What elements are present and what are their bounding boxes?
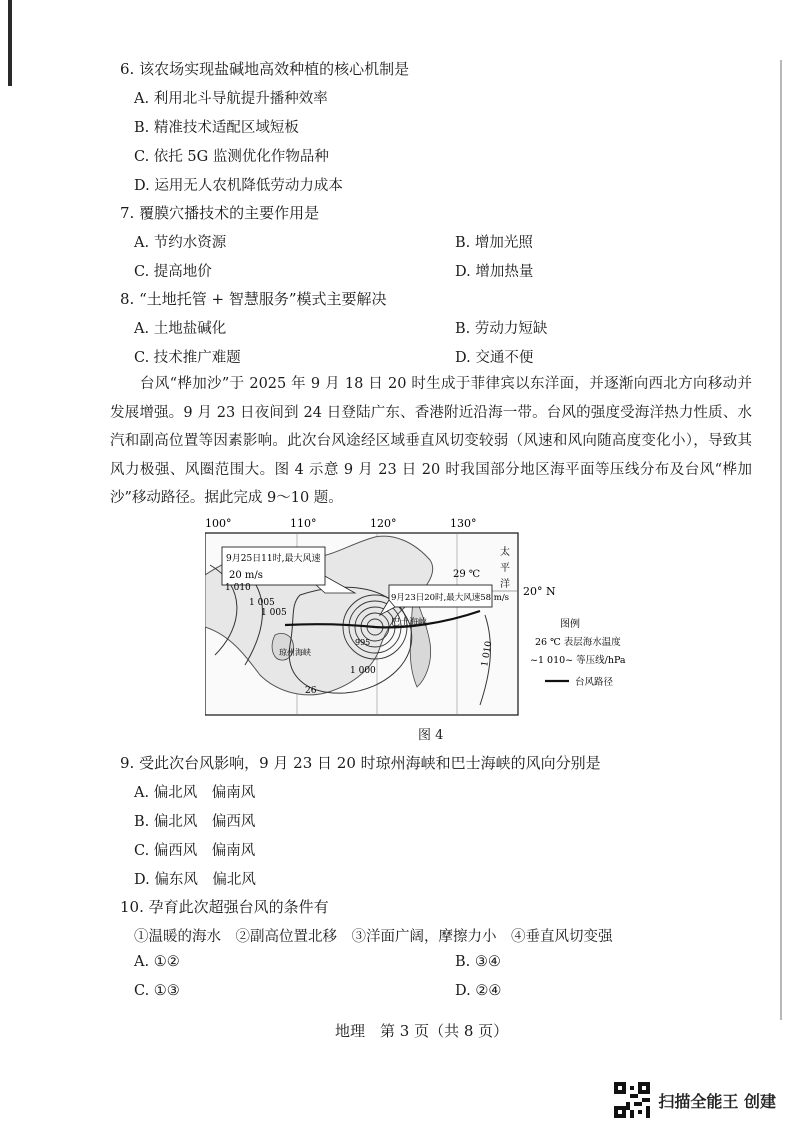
qiongzhou-strait-label: 琼州海峡: [279, 648, 311, 657]
legend-isobar: ~1 010~ 等压线/hPa: [530, 655, 626, 666]
q10-stem: 10. 孕育此次超强台风的条件有: [120, 898, 329, 916]
q6-stem: 6. 该农场实现盐碱地高效种植的核心机制是: [120, 60, 410, 78]
isobar-label-995: 995: [355, 638, 371, 647]
q7-option-d: D. 增加热量: [455, 264, 534, 280]
scanner-stamp-text: 扫描全能王 创建: [658, 1091, 776, 1111]
scanner-watermark: [614, 1082, 776, 1118]
q10-option-b: B. ③④: [455, 954, 501, 970]
sst-label-29: 29 ℃: [453, 569, 481, 580]
q7-stem: 7. 覆膜穴播技术的主要作用是: [120, 204, 320, 222]
callout-1-text: 9月25日11时,最大风速: [226, 554, 321, 564]
q6-option-d: D. 运用无人农机降低劳动力成本: [134, 178, 343, 194]
q8-option-a: A. 土地盐碱化: [134, 321, 227, 337]
lon-label-130: 130°: [450, 517, 477, 530]
q6-option-b: B. 精准技术适配区域短板: [134, 120, 299, 136]
isobar-label-1005-a: 1 005: [249, 598, 275, 608]
ocean-label-1: 太: [500, 547, 510, 558]
legend-title: 图例: [560, 619, 580, 630]
qr-code-icon: [614, 1082, 650, 1118]
q8-option-d: D. 交通不便: [455, 350, 534, 366]
q6-option-a: A. 利用北斗导航提升播种效率: [134, 91, 328, 107]
q10-option-c: C. ①③: [134, 983, 180, 999]
q7-option-a: A. 节约水资源: [134, 235, 227, 251]
q8-option-b: B. 劳动力短缺: [455, 321, 548, 337]
map-svg: [205, 515, 635, 720]
legend-sst: 26 ℃ 表层海水温度: [535, 637, 621, 648]
q9-option-d: D. 偏东风 偏北风: [134, 872, 256, 888]
q7-option-c: C. 提高地价: [134, 264, 212, 280]
figure-caption: 图 4: [418, 728, 444, 743]
scan-edge-right: [780, 60, 782, 1020]
bashi-strait-label: 巴士海峡: [391, 618, 428, 628]
sst-label-26: 26: [305, 686, 317, 696]
figure-4-map: [205, 515, 635, 720]
q7-option-b: B. 增加光照: [455, 235, 533, 251]
callout-2-text: 9月23日20时,最大风速58 m/s: [391, 593, 510, 603]
lon-label-110: 110°: [290, 517, 317, 530]
page-footer: 地理 第 3 页（共 8 页）: [335, 1022, 509, 1040]
isobar-label-1010-east: 1 010: [480, 640, 495, 668]
isobar-label-1005-b: 1 005: [261, 608, 287, 618]
lon-label-100: 100°: [205, 517, 232, 530]
ocean-label-3: 洋: [500, 579, 510, 590]
q10-option-d: D. ②④: [455, 983, 502, 999]
q9-option-a: A. 偏北风 偏南风: [134, 785, 256, 801]
isobar-label-1010: 1 010: [225, 583, 251, 593]
q10-option-a: A. ①②: [134, 954, 180, 970]
q8-option-c: C. 技术推广难题: [134, 350, 241, 366]
q8-stem: 8. “土地托管 + 智慧服务”模式主要解决: [120, 290, 387, 308]
scan-edge-left: [8, 0, 12, 86]
callout-1-speed: 20 m/s: [229, 570, 263, 581]
lon-label-120: 120°: [370, 517, 397, 530]
q6-option-c: C. 依托 5G 监测优化作物品种: [134, 149, 329, 165]
q9-option-b: B. 偏北风 偏西风: [134, 814, 256, 830]
q9-option-c: C. 偏西风 偏南风: [134, 843, 256, 859]
typhoon-passage: 台风“桦加沙”于 2025 年 9 月 18 日 20 时生成于菲律宾以东洋面，并逐渐向西北方向移动并发展增强。9 月 23 日夜间到 24 日登陆广东、香港附近沿海一带。台风的强度受海洋热力性质、水汽和副高位置等因素影响。此次台风途经区域垂直风切变较弱（风速和风向随高度变化小），导致其风力极强、风圈范围大。图 4 示意 9 月 23 日 20 时我国部分地区海平面等压线分布及台风“桦加沙”移动路径。据此完成 9～10 题。: [110, 376, 752, 506]
lat-label-20n: 20° N: [523, 585, 556, 598]
isobar-label-1000: 1 000: [350, 666, 376, 676]
ocean-label-2: 平: [500, 563, 510, 574]
q9-stem: 9. 受此次台风影响，9 月 23 日 20 时琼州海峡和巴士海峡的风向分别是: [120, 754, 601, 772]
q10-conditions: ①温暖的海水 ②副高位置北移 ③洋面广阔，摩擦力小 ④垂直风切变强: [134, 929, 613, 945]
legend-track: 台风路径: [575, 677, 614, 688]
